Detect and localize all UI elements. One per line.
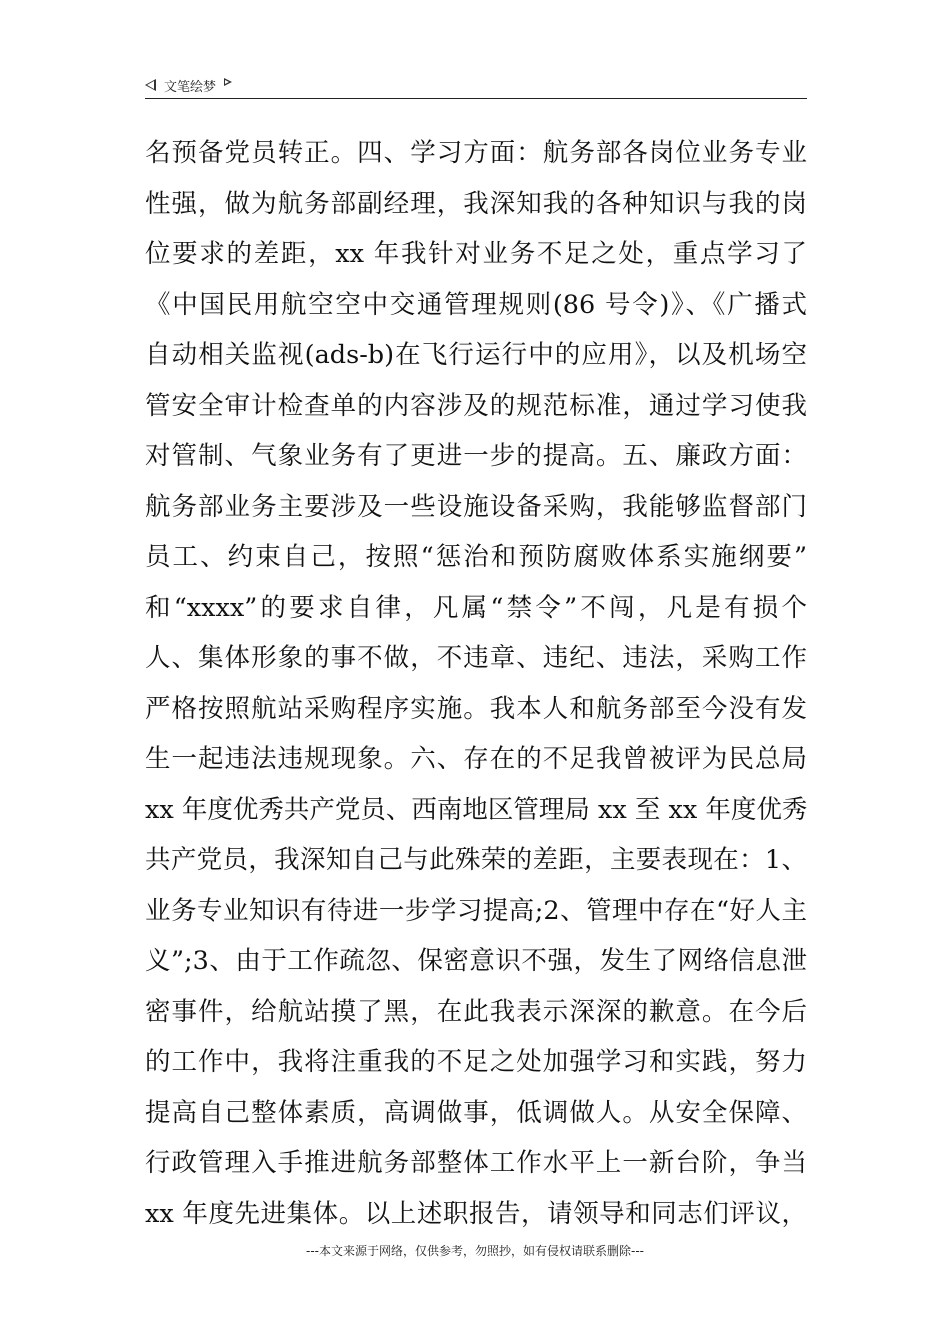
body-text <box>145 128 807 1239</box>
body-line: 行政管理入手推进航务部整体工作水平上一新台阶，争当 <box>145 1148 807 1178</box>
body-line: 严格按照航站采购程序实施。我本人和航务部至今没有发 <box>145 693 807 724</box>
header-bar <box>145 74 807 96</box>
triangle-right-icon <box>224 78 232 86</box>
body-line: 名预备党员转正。四、学习方面：航务部各岗位业务专业 <box>145 138 807 168</box>
body-line: 性强，做为航务部副经理，我深知我的各种知识与我的岗 <box>145 188 807 219</box>
body-line: 人、集体形象的事不做，不违章、违纪、违法，采购工作 <box>145 643 807 673</box>
body-line: 对管制、气象业务有了更进一步的提高。五、廉政方面： <box>145 441 807 471</box>
body-line: 提高自己整体素质，高调做事，低调做人。从安全保障、 <box>145 1097 807 1128</box>
triangle-left-icon <box>145 79 156 91</box>
body-line: 共产党员，我深知自己与此殊荣的差距，主要表现在：1、 <box>145 845 807 875</box>
body-line: 管安全审计检查单的内容涉及的规范标准，通过学习使我 <box>145 390 807 421</box>
body-line: 员工、约束自己，按照“惩治和预防腐败体系实施纲要” <box>145 542 807 572</box>
header-title: 文笔绘梦 <box>164 79 217 95</box>
body-line: 生一起违法违规现象。六、存在的不足我曾被评为民总局 <box>145 744 807 774</box>
body-line: 《中国民用航空空中交通管理规则(86 号令)》、《广播式 <box>145 289 807 320</box>
body-line: 自动相关监视(ads-b)在飞行运行中的应用》，以及机场空 <box>145 340 807 370</box>
footer-disclaimer: ---本文来源于网络，仅供参考，勿照抄，如有侵权请联系删除--- <box>306 1244 644 1258</box>
body-line: 业务专业知识有待进一步学习提高;2、管理中存在“好人主 <box>145 895 807 926</box>
body-line: 航务部业务主要涉及一些设施设备采购，我能够监督部门 <box>145 491 807 522</box>
body-line: 的工作中，我将注重我的不足之处加强学习和实践，努力 <box>145 1047 807 1077</box>
body-line: 密事件，给航站摸了黑，在此我表示深深的歉意。在今后 <box>145 996 807 1027</box>
body-line: 和“xxxx”的要求自律，凡属“禁令”不闯，凡是有损个 <box>145 592 807 623</box>
page-header <box>145 74 807 99</box>
body-line: 位要求的差距，xx 年我针对业务不足之处，重点学习了 <box>145 239 807 269</box>
body-line: 义”;3、由于工作疏忽、保密意识不强，发生了网络信息泄 <box>145 946 807 976</box>
body-line: xx 年度先进集体。以上述职报告，请领导和同志们评议， <box>145 1198 807 1229</box>
body-line: xx 年度优秀共产党员、西南地区管理局 xx 至 xx 年度优秀 <box>145 794 807 825</box>
